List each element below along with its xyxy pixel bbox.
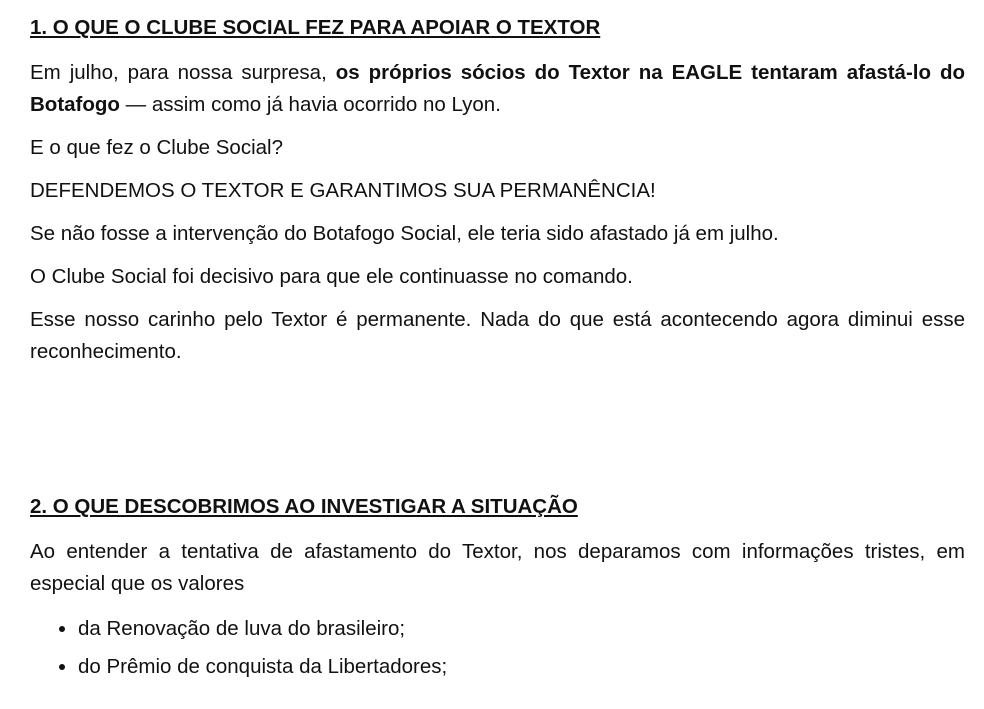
paragraph: Esse nosso carinho pelo Textor é permanente. Nada do que está acontecendo agora diminui esse reconhecimento. (30, 308, 965, 363)
section-heading: 1. O QUE O CLUBE SOCIAL FEZ PARA APOIAR O TEXTOR (30, 16, 601, 39)
paragraph: Se não fosse a intervenção do Botafogo Social, ele teria sido afastado já em julho. (30, 222, 779, 245)
section-1 (30, 12, 965, 368)
list-item: • do Prêmio de conquista da Libertadores; (78, 648, 965, 686)
section-2 (30, 491, 965, 686)
paragraph: DEFENDEMOS O TEXTOR E GARANTIMOS SUA PERMANÊNCIA! (30, 179, 656, 202)
section-heading: 2. O QUE DESCOBRIMOS AO INVESTIGAR A SITUAÇÃO (30, 495, 578, 518)
bullet-list (0, 610, 965, 686)
paragraph: O Clube Social foi decisivo para que ele continuasse no comando. (30, 265, 633, 288)
text: — assim como já havia ocorrido no Lyon. (119, 93, 501, 116)
text: Em julho, para nossa surpresa, (30, 61, 336, 84)
bold-text: os próprios sócios do Textor na EAGLE tentaram afastá-lo do Botafogo (30, 61, 965, 116)
list-item: • da Renovação de luva do brasileiro; (78, 610, 965, 648)
paragraph: Ao entender a tentativa de afastamento do Textor, nos deparamos com informações tristes, em especial que os valores (30, 540, 965, 595)
paragraph: E o que fez o Clube Social? (30, 136, 283, 159)
paragraph (30, 57, 965, 121)
